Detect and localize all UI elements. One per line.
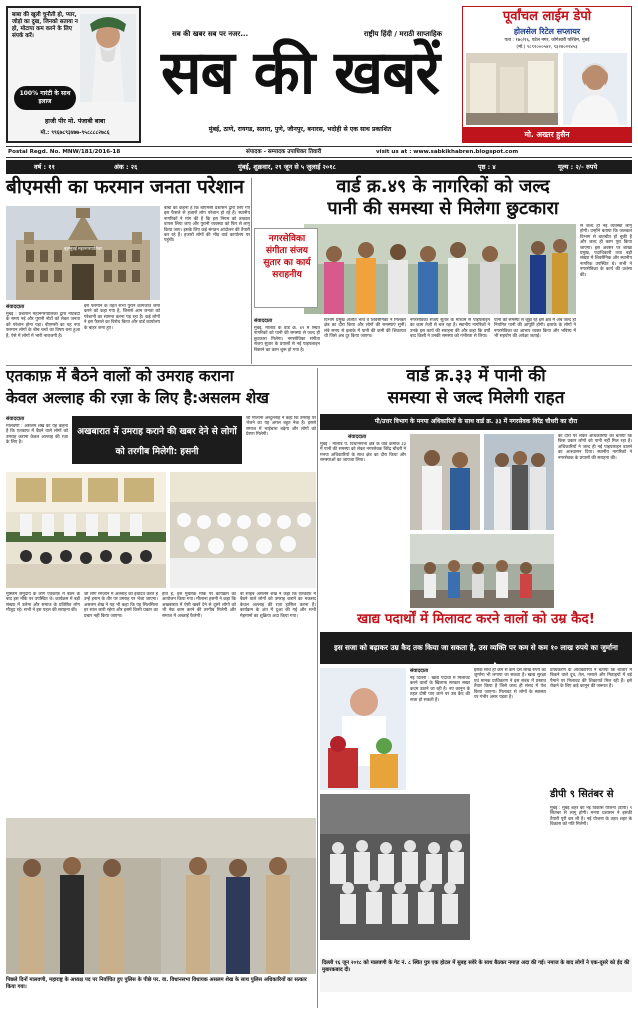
adulteration-caption-text: दिल्ली १६ जून २०१८ को मालवणी के गेट नं. ८ स्थित पुत्र एक होटल में सुबह सवेरे के साथ बैठकर नमाज़ अदा की गई। नमाज के बाद लोगों ने एक-दूसरे को ईद की मुबारकबाद दी।	[322, 960, 630, 973]
ward33-group-photo	[484, 434, 554, 530]
ad-right-contact	[463, 127, 631, 142]
ward49-site-photo	[518, 224, 576, 314]
postal-line	[6, 146, 632, 158]
ward49-dateline: संवाददाता	[254, 318, 273, 324]
umrah-dateline: संवाददाता	[6, 416, 25, 422]
ward33-street-photo	[410, 534, 554, 608]
bmc-building-photo	[6, 206, 160, 300]
info-bar	[6, 160, 632, 174]
ad-right-address: पता : १७०/१६, पटेल नगर, जोगेश्वरी पश्चिम, मुंबई	[504, 38, 590, 43]
website-link[interactable]: visit us at : www.sabkikhabren.blogspot.com	[376, 149, 519, 155]
ward49-team-photo	[304, 224, 516, 314]
ward33-dateline: संवाददाता	[348, 434, 367, 440]
issue-label: अंक : २६	[114, 163, 138, 171]
ward33-headline-1: वार्ड क्र.३३ में पानी की	[406, 366, 546, 386]
umrah-body-bottom-1: मुस्लिम समुदाय के लोग एतकाफ़ में बैठने के बाद इस मौके पर उपस्थित थे। कार्यक्रम में बड़ी संख्या में उलेमा और समाज के प्रतिष्ठित लोग मौजूद रहे। सभी ने इस पहल की सराहना की।	[6, 592, 80, 614]
column-rule	[251, 178, 252, 364]
ward33-headline-2: समस्या से जल्द मिलेगी राहत	[387, 388, 565, 408]
ad-right-shop: पूर्वांचल लाईम डेपो	[502, 9, 592, 24]
story-dp	[550, 790, 632, 956]
ward49-body-left: मुंबई, मालाड के वार्ड क्र. ४९ में स्थित नागरिकों को पानी की समस्या से जल्द ही छुटकारा मिलेगा। नगरसेविका संगीता संजय सुतार के प्रयासों से नई पाइपलाइन बिछाने का काम शुरू हो गया है।	[254, 326, 320, 353]
dp-headline: डीपी ९ सितंबर से	[550, 789, 614, 800]
proprietor-photo	[563, 53, 627, 125]
umrah-body-bottom-4: बी साहब असलम शेख ने कहा कि एतकाफ़ में बैठने वाले लोगों को उमराह कराने का मकसद केवल अल्लाह की रज़ा हासिल करना है। कार्यक्रम के अंत में दुआ की गई और सभी मेहमानों का शुक्रिया अदा किया गया।	[240, 592, 316, 619]
ad-left-name: हाजी पीर मो. पंजाबी बाबा	[44, 118, 106, 125]
newspaper-title: सब की खबरें	[160, 38, 440, 108]
umrah-audience-photo	[170, 472, 316, 588]
bmc-dateline: संवाददाता	[6, 304, 25, 310]
edition-type: राष्ट्रीय हिंदी / मराठी साप्ताहिक	[363, 30, 442, 38]
police-felicitation-photo	[6, 818, 316, 974]
ward49-body-col4: पानी की समस्या से जूझ रहे इस क्षेत्र में अब जल्द ही नियमित पानी की आपूर्ति होगी। इलाके के लोगों ने नगरसेविका का आभार व्यक्त किया और भविष्य में भी सहयोग की अपेक्षा जताई।	[494, 318, 576, 340]
adulteration-body-right: प्राधिकरण के अधिकारियों ने बताया कि बाजार में बिकने वाले दूध, तेल, मसाले और मिठाइयों में बड़े पैमाने पर मिलावट की शिकायतें मिल रही हैं। इसे रोकने के लिए कड़े कानून की जरूरत है।	[550, 668, 632, 690]
ad-right	[462, 6, 632, 143]
ward49-callout-text: नगरसेविका संगीता संजय सुतार का कार्य सराहनीय	[263, 234, 311, 280]
adulteration-body-mid: इसके साथ ही कम से कम दस लाख रुपये का जुर्माना भी लगाया जा सकता है। खाद्य सुरक्षा एवं मानक प्राधिकरण ने इस संबंध में प्रस्ताव तैयार किया है जिसे जल्द ही संसद में पेश किया जाएगा। मिलावट से लोगों के स्वास्थ्य पर गंभीर असर पड़ता है।	[474, 668, 546, 701]
adulteration-prayer-photo	[320, 794, 470, 940]
ward49-body-col2: विभाग प्रमुख अजीत भावे व शिवसैनिकों ने मिलकर क्षेत्र का दौरा किया और लोगों की समस्याएं सुनीं। लंबे समय से इलाके में पानी की कमी की शिकायत थी जिसे अब दूर किया जाएगा।	[324, 318, 406, 340]
bottom-caption	[6, 976, 316, 1010]
ward49-body-col3: नगरसेविका संजय सुतार के माध्यम से पाइपलाइन का काम तेजी से चल रहा है। स्थानीय नागरिकों ने उनके इस कार्य की सराहना की और कहा कि वर्षों बाद किसी ने उनकी समस्या को गंभीरता से लिया।	[410, 318, 490, 340]
ad-left-phone: मो.: ९९६७८९३४७७-९५८८८८२७८६	[40, 130, 110, 136]
adulteration-body-left: नई दिल्ली : खाद्य पदार्थों में मिलावट करने वालों के खिलाफ सरकार सख्त कदम उठाने जा रही है। नए कानून के तहत दोषी पाए जाने पर उम्र कैद की सजा हो सकती है।	[410, 676, 470, 703]
bmc-headline: बीएमसी का फरमान जनता परेशान	[6, 176, 244, 198]
umrah-callout-text: अखबारात में उमराह कराने की खबर देने से लोगों को तरगीब मिलेगी: हसनी	[77, 427, 237, 457]
adulteration-headline: खाद्य पदार्थों में मिलावट करने वालों को उम्र कैद!	[357, 611, 595, 627]
ad-left-promo: बाबा की खुली चुनौती हो, प्यार, जोड़ो का दुख, जिनको सताया न हो, मोटापा कम करने के लिए संपर्क करें।	[12, 12, 78, 39]
umrah-callout	[72, 416, 242, 464]
ward49-headline-1: वार्ड क्र.४९ के नागरिकों को जल्द	[336, 176, 550, 197]
row-rule	[6, 365, 632, 366]
guarantee-badge	[14, 86, 76, 110]
tagline: सब की खबर सब पर नजर...	[172, 30, 249, 38]
umrah-body-bottom-2: जो लोग रमज़ान में अल्लाह की इबादत करते हैं उन्हें इनाम के तौर पर उमराह पर भेजा जाएगा। असलम शेख ने यह भी कहा कि यह सिलसिला हर साल जारी रहेगा और इसमें किसी प्रकार का प्रचार नहीं किया जाएगा।	[84, 592, 158, 619]
price-label: मूल्य : २/- रुपये	[558, 163, 598, 171]
umrah-headline-2: केवल अल्लाह की रज़ा के लिए है:असलम शेख	[6, 389, 269, 407]
ward49-headline-2: पानी की समस्या से मिलेगा छुटकारा	[327, 198, 559, 219]
dateline: मुंबई, शुक्रवार, २९ जून से ५ जुलाई २०१८	[238, 163, 336, 171]
year-label: वर्ष : ११	[34, 163, 55, 171]
umrah-body-left: मालवणी : असलम शेख का यह कहना है कि एतकाफ़ में बैठने वाले लोगों को उमराह कराना केवल अल्लाह की रज़ा के लिए है।	[6, 424, 68, 446]
baba-photo	[80, 14, 136, 102]
cities-line: मुंबई, ठाणे, रायगड, सतारा, पुणे, जौनपुर, बनारस, भदोही से एक साथ प्रकाशित	[208, 126, 392, 133]
ward33-subhead	[320, 414, 632, 430]
umrah-body-right: जो मौलाना अब्दुल्लाह ने कहा कि उमराह पर भेजने का यह अमल बहुत नेक है। इससे समाज में भाईचारा बढ़ेगा और लोगों को प्रेरणा मिलेगी।	[246, 416, 316, 438]
bmc-building-label: बृहन्मुंबई महानगरपालिका	[63, 246, 103, 251]
ward49-body-right: से जल्द ही नई व्यवस्था लागू होगी। उन्होंने बताया कि जलकल विभाग से बातचीत हो चुकी है और जल्द ही काम पूरा किया जाएगा। इस अवसर पर शाखा प्रमुख, पदाधिकारी तथा बड़ी संख्या में शिवसैनिक और स्थानीय नागरिक उपस्थित थे। सभी ने नगरसेविका के कार्य की प्रशंसा की।	[580, 224, 632, 278]
ward33-body-left: मुंबई : मालाड प. विधानसभा क्षेत्र के वार्ड क्रमांक ३३ में पानी की समस्या को लेकर नगरसेवक विरेंद्र चौधरी ने मनपा अधिकारियों के साथ क्षेत्र का दौरा किया और समस्याओं का जायजा लिया।	[320, 442, 406, 464]
bmc-body-right: बाबा का कहना है कि बीएमसी प्रशासन द्वारा लिए गए इस फैसले से हजारों लोग परेशान हो रहे हैं। स्थानीय नागरिकों ने मांग की है कि इस नियम को तत्काल वापस लिया जाए और पुरानी व्यवस्था को फिर से लागू किया जाए। इसके लिए कई संगठन आंदोलन की तैयारी कर रहे हैं। हजारों लोगों की भीड़ वार्ड कार्यालय पर पहुंची।	[164, 206, 250, 244]
bmc-body-mid: इस फरमान के तहत सभी पुराने कागजात जमा करने को कहा गया है, जिससे आम जनता को परेशानी का सामना करना पड़ रहा है। कई लोगों ने इस फैसले का विरोध किया और वार्ड कार्यालय के बाहर जमा हुए।	[84, 304, 160, 331]
ward49-callout	[254, 228, 318, 308]
editor-line: संपादक - सम्पादक उपाधिकर तिवारी	[246, 149, 322, 155]
guarantee-text: 100% गारंटी के साथ इलाज	[19, 90, 71, 105]
adulteration-caption	[320, 958, 632, 992]
umrah-headline-1: एतकाफ़ में बैठने वालों को उमराह कराना	[6, 367, 234, 385]
ad-right-sub: होलसेल रिटेल सप्लायर	[513, 27, 581, 36]
story-umrah	[6, 368, 316, 814]
postal-number: Postal Regd. No. MNW/181/2016-18	[8, 149, 121, 155]
adulteration-lab-photo	[320, 668, 406, 790]
pages-label: पृष्ठ : ४	[478, 163, 496, 171]
story-ward-33	[320, 368, 632, 608]
lime-depot-photo	[466, 53, 558, 125]
adulteration-dateline: संवाददाता	[410, 668, 429, 674]
ward33-officials-photo	[410, 434, 480, 530]
ad-right-phone: (मो.) ९८९२०००५४२, ९३२४०२२४५३	[516, 45, 578, 50]
ward33-body-right: को दौरा पर लेकर अधिकारियों को बताया कि किस प्रकार लोगों को पानी नहीं मिल रहा है। अधिकारियों ने जल्द ही नई पाइपलाइन डालने का आश्वासन दिया। स्थानीय नागरिकों ने नगरसेवक के प्रयासों की सराहना की।	[558, 434, 632, 461]
ward33-subhead-text: पी/उत्तर विभाग के मनपा अधिकारियों के साथ वार्ड क्र. ३३ में नगरसेवक विरेंद्र चौधरी का दौरा	[374, 418, 578, 425]
masthead	[0, 0, 638, 160]
bottom-caption-text: पिछले दिनों मालवणी, महाराष्ट्र के अध्यक्ष पद पर निर्वाचित हुए पुलिस के पीछे पर. वा. विधानसभा विधायक असलम शेख के साथ पुलिस अधिकारियों का सत्कार किया गया।	[6, 977, 307, 990]
umrah-stage-photo	[6, 472, 166, 588]
column-rule	[317, 368, 318, 1008]
ad-right-contact-text: मो. अख्तर हुसैन	[524, 130, 570, 139]
dp-body: मुंबई : मुंबई शहर की नई विकास योजना (डीपी) ९ सितंबर से लागू होगी। मनपा प्रशासन ने इसकी तैयारी पूरी कर ली है। नई योजना के तहत शहर के विकास को गति मिलेगी।	[550, 806, 632, 828]
adulteration-subhead-text: इस सजा को बढ़ाकर उम्र कैद तक किया जा सकता है, उस व्यक्ति पर कम से कम १० लाख रुपये का जुर्माना लगाया सकता है	[334, 643, 618, 671]
ad-left	[6, 6, 141, 143]
umrah-body-bottom-3: होते हैं, इस मुबारक मौके पर कार्यक्रम का आयोजन किया गया। मौलाना हसनी ने कहा कि अखबारात में ऐसी खबरें देने से दूसरे लोगों को भी नेक काम करने की तरगीब मिलेगी और समाज में अच्छाई फैलेगी।	[162, 592, 236, 619]
story-bmc	[6, 178, 250, 364]
bmc-body-left: मुंबई : प्रशासन महानगरपालिका द्वारा नोटबंदी के समय नई और पुरानी नोटों को लेकर जनता को परेशान होना पड़ा। बीएमसी का यह नया फरमान लोगों के बीच चर्चा का विषय बना हुआ है, ऐसे में लोगों में भारी नाराजगी है।	[6, 312, 80, 339]
story-ward-49	[254, 178, 632, 364]
